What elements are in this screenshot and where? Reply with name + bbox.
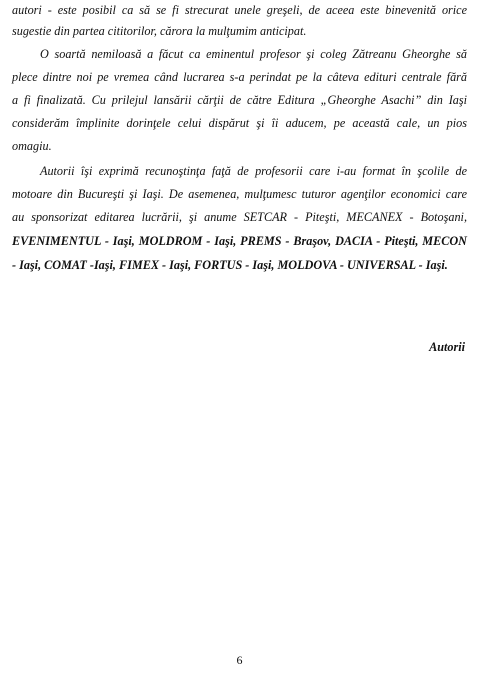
text-line: motoare din Bucureşti şi Iaşi. De asemenea, mulţumesc tuturor agenţilor economici care bbox=[12, 187, 467, 201]
text-line: sugestie din partea cititorilor, cărora la mulţumim anticipat. bbox=[12, 24, 307, 38]
text-line: plece dintre noi pe vremea când lucrarea s-a perindat pe la câteva edituri centrale fără bbox=[12, 70, 467, 84]
text-line: - Iaşi, COMAT -Iaşi, FIMEX - Iaşi, FORTUS - Iaşi, MOLDOVA - UNIVERSAL - Iaşi. bbox=[12, 258, 448, 272]
text-line: Autorii îşi exprimă recunoştinţa faţă de profesorii care i-au format în şcolile de bbox=[40, 164, 467, 178]
text-line: O soartă nemiloasă a făcut ca eminentul profesor şi coleg Zătreanu Gheorghe să bbox=[40, 47, 467, 61]
signature: Autorii bbox=[429, 340, 465, 354]
text-line: omagiu. bbox=[12, 139, 52, 153]
text-line: a fi finalizată. Cu prilejul lansării cărţii de către Editura „Gheorghe Asachi” din Iaşi bbox=[12, 93, 467, 107]
text-line: EVENIMENTUL - Iaşi, MOLDROM - Iaşi, PREMS - Braşov, DACIA - Piteşti, MECON bbox=[12, 234, 467, 248]
text-line: au sponsorizat editarea lucrării, şi anume SETCAR - Piteşti, MECANEX - Botoşani, bbox=[12, 210, 467, 224]
text-line: autori - este posibil ca să se fi strecurat unele greşeli, de aceea este binevenită orice bbox=[12, 3, 467, 17]
text-line: considerăm împlinite dorinţele celui dispărut şi îi aducem, pe această cale, un pios bbox=[12, 116, 467, 130]
page-number: 6 bbox=[236, 653, 243, 667]
